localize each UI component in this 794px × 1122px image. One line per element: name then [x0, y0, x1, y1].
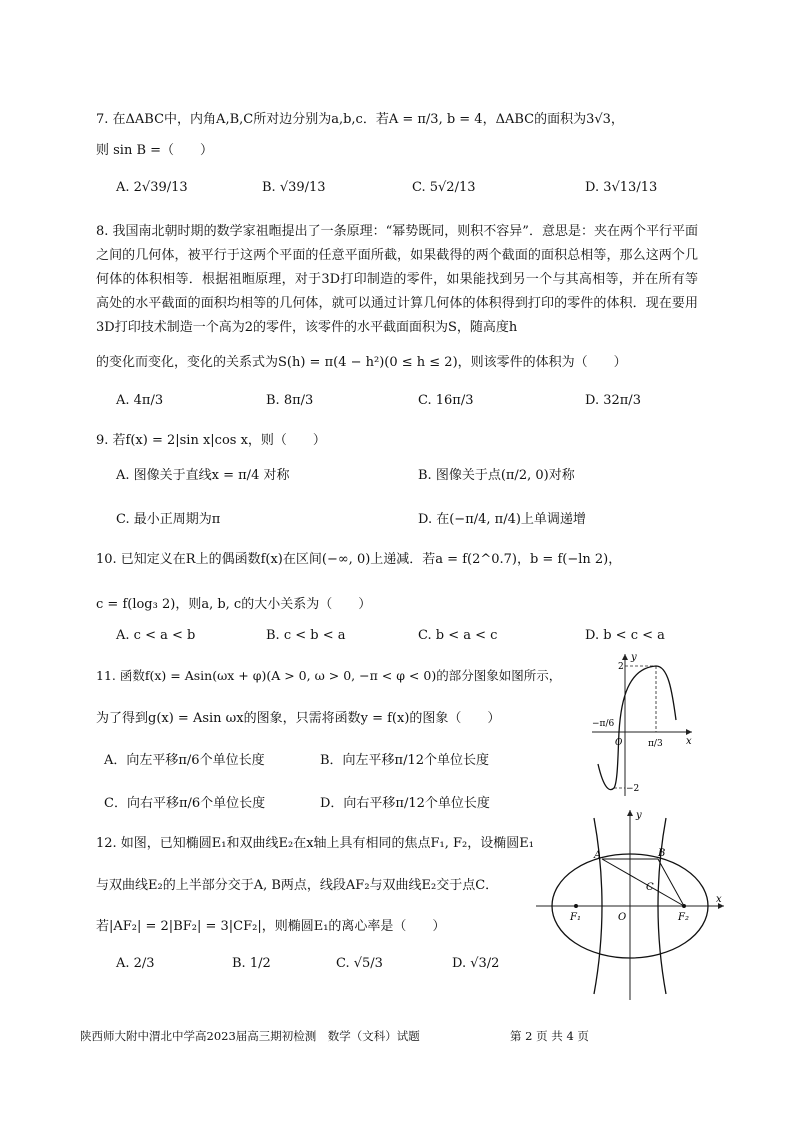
q11-label-pi-3: π/3 — [648, 739, 663, 749]
q11-label-y: y — [631, 652, 637, 663]
q8-last-line: 的变化而变化，变化的关系式为S(h) = π(4 − h²)(0 ≤ h ≤ 2)，则该零件的体积为（ ） — [96, 355, 627, 370]
q7-stem-line2: 则 sin B =（ ） — [96, 143, 214, 158]
q12-label-c: C — [646, 882, 654, 893]
q7-stem-line1: 7. 在ΔABC中，内角A,B,C所对边分别为a,b,c．若A = π/3, b = 4，ΔABC的面积为3√3， — [96, 112, 624, 127]
q10-option-a: A. c < a < b — [116, 628, 196, 643]
q10-option-d: D. b < c < a — [585, 628, 665, 643]
q12-option-a: A. 2/3 — [116, 956, 155, 971]
q12-conic-figure — [534, 806, 728, 1002]
q11-label-2: 2 — [618, 662, 624, 672]
q8-option-d: D. 32π/3 — [585, 393, 641, 408]
q9-option-c: C. 最小正周期为π — [116, 512, 221, 527]
q7-option-a: A. 2√39/13 — [116, 180, 188, 195]
footer-title: 陕西师大附中渭北中学高2023届高三期初检测 数学（文科）试题 — [80, 1029, 420, 1043]
q9-option-a: A. 图像关于直线x = π/4 对称 — [116, 468, 290, 483]
q12-option-b: B. 1/2 — [232, 956, 271, 971]
q11-option-c: C．向右平移π/6个单位长度 — [104, 796, 266, 811]
q9-option-b: B. 图像关于点(π/2, 0)对称 — [418, 468, 575, 483]
q10-option-c: C. b < a < c — [418, 628, 498, 643]
q11-label-neg-pi-6: −π/6 — [592, 719, 615, 729]
q10-stem-line1: 10. 已知定义在R上的偶函数f(x)在区间(−∞, 0)上递减．若a = f(2^0.7)，b = f(−ln 2)， — [96, 552, 622, 567]
q11-stem-line2: 为了得到g(x) = Asin ωx的图象，只需将函数y = f(x)的图象（ ） — [96, 711, 501, 726]
q12-stem-line3: 若|AF₂| = 2|BF₂| = 3|CF₂|，则椭圆E₁的离心率是（ ） — [96, 919, 446, 934]
q12-option-c: C. √5/3 — [336, 956, 383, 971]
q11-option-b: B．向左平移π/12个单位长度 — [320, 753, 490, 768]
q11-label-x: x — [686, 736, 692, 747]
q9-option-d: D. 在(−π/4, π/4)上单调递增 — [418, 512, 586, 527]
q8-option-b: B. 8π/3 — [266, 393, 314, 408]
q12-label-f1: F₁ — [570, 912, 581, 923]
q7-option-d: D. 3√13/13 — [585, 180, 658, 195]
q10-option-b: B. c < b < a — [266, 628, 346, 643]
q12-label-b: B — [658, 848, 666, 859]
q11-sine-graph — [588, 650, 698, 800]
q12-stem-line1: 12. 如图，已知椭圆E₁和双曲线E₂在x轴上具有相同的焦点F₁, F₂，设椭圆E₁ — [96, 836, 534, 851]
q12-option-d: D. √3/2 — [452, 956, 500, 971]
q8-option-c: C. 16π/3 — [418, 393, 474, 408]
q7-option-b: B. √39/13 — [262, 180, 326, 195]
footer-page-number: 第 2 页 共 4 页 — [510, 1029, 589, 1043]
q12-label-origin: O — [618, 912, 627, 923]
q11-label-neg-2: −2 — [626, 784, 640, 794]
q8-option-a: A. 4π/3 — [116, 393, 164, 408]
q10-stem-line2: c = f(log₃ 2)，则a, b, c的大小关系为（ ） — [96, 597, 372, 612]
q12-stem-line2: 与双曲线E₂的上半部分交于A, B两点，线段AF₂与双曲线E₂交于点C． — [96, 878, 499, 893]
q7-option-c: C. 5√2/13 — [412, 180, 476, 195]
q12-label-a: A — [594, 850, 602, 861]
q11-stem-line1: 11. 函数f(x) = Asin(ωx + φ)(A > 0, ω > 0, −π < φ < 0)的部分图象如图所示， — [96, 668, 562, 683]
q11-option-d: D．向右平移π/12个单位长度 — [320, 796, 490, 811]
q8-text: 8. 我国南北朝时期的数学家祖暅提出了一条原理：“幂势既同，则积不容异”．意思是：夹在两个平行平面之间的几何体，被平行于这两个平面的任意平面所截，如果截得的两个截面的面积总相等，那么这两个几何体的体积相等．根据祖暅原理，对于3D打印制造的零件，如果能找到另一个与其高相等，并在所有等高处的水平截面的面积均相等的几何体，就可以通过计算几何体的体积得到打印的零件的体积．现在要用3D打印技术制造一个高为2的零件，该零件的水平截面面积为S，随高度h — [96, 224, 698, 335]
q12-label-y: y — [636, 810, 642, 821]
q12-label-x: x — [716, 894, 722, 905]
q11-label-origin: O — [615, 738, 623, 748]
q9-stem: 9. 若f(x) = 2|sin x|cos x，则（ ） — [96, 433, 326, 448]
q12-label-f2: F₂ — [678, 912, 689, 923]
q11-option-a: A．向左平移π/6个单位长度 — [104, 753, 265, 768]
